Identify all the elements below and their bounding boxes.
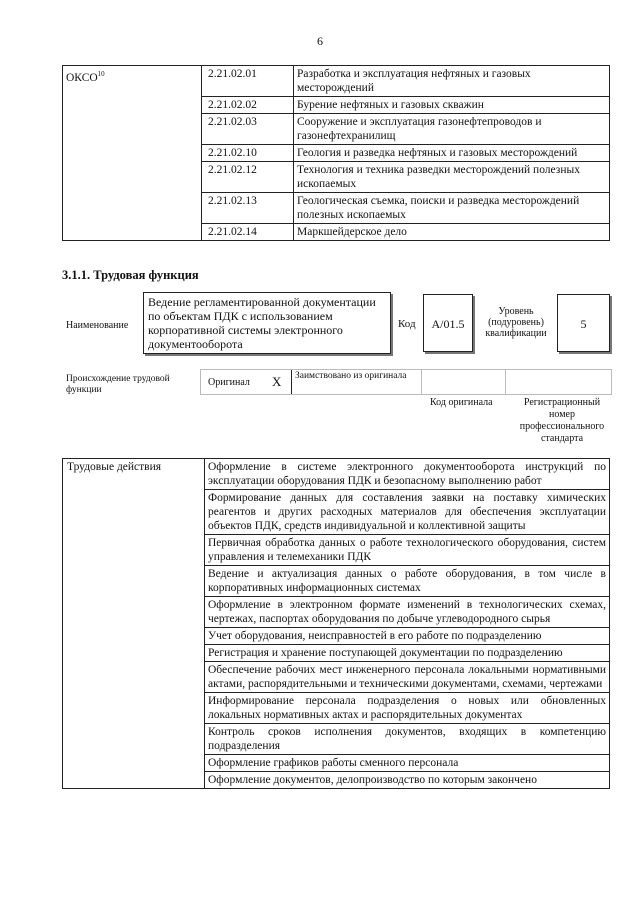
action-item: Информирование персонала подразделения о новых или обновленных локальных нормативных актах и распорядительных документах (205, 693, 610, 724)
original-mark: X (272, 374, 282, 389)
action-item: Оформление в системе электронного документооборота инструкций по эксплуатации оборудования ПДК и безопасному выполнению работ (205, 459, 610, 490)
okso-code: 2.21.02.13 (202, 193, 294, 224)
okso-code: 2.21.02.03 (202, 114, 294, 145)
okso-name: Технология и техника разведки месторождений полезных ископаемых (294, 162, 610, 193)
actions-label: Трудовые действия (63, 459, 205, 789)
page-number: 6 (317, 34, 323, 48)
original-label: Оригинал (208, 377, 250, 388)
table-row (63, 66, 610, 97)
okso-name: Геологическая съемка, поиски и разведка месторождений полезных ископаемых (294, 193, 610, 224)
okso-label: ОКСО (66, 71, 98, 84)
okso-name: Маркшейдерское дело (294, 224, 610, 241)
code-label: Код (398, 318, 416, 330)
function-name-box: Ведение регламентированной документации по объектам ПДК с использованием корпоративной системы электронного документооборота (143, 292, 391, 354)
reg-number-label: Регистрационный номер профессионального стандарта (519, 397, 605, 444)
action-item: Обеспечение рабочих мест инженерного персонала локальными нормативными актами, распорядительными и техническими документами, схемами, чертежами (205, 662, 610, 693)
okso-name: Разработка и эксплуатация нефтяных и газовых месторождений (294, 66, 610, 97)
action-item: Оформление в электронном формате изменений в технологических схемах, чертежах, паспортах оборудования по добыче углеводородного сырья (205, 597, 610, 628)
okso-code: 2.21.02.12 (202, 162, 294, 193)
level-label: Уровень (подуровень) квалификации (485, 306, 547, 339)
okso-name: Сооружение и эксплуатация газонефтепроводов и газонефтехранилищ (294, 114, 610, 145)
actions-table (62, 458, 610, 789)
action-item: Учет оборудования, неисправностей в его работе по подразделению (205, 628, 610, 645)
action-item: Первичная обработка данных о работе технологического оборудования, систем управления и телемеханики ПДК (205, 535, 610, 566)
function-code-box: A/01.5 (423, 294, 473, 352)
action-item: Контроль сроков исполнения документов, входящих в компетенцию подразделения (205, 724, 610, 755)
action-item: Ведение и актуализация данных о работе оборудования, в том числе в корпоративных информационных системах (205, 566, 610, 597)
okso-code: 2.21.02.10 (202, 145, 294, 162)
action-item: Формирование данных для составления заявки на поставку химических реагентов и других расходных материалов для обеспечения эксплуатации объектов ПДК, средств индивидуальной и коллективной защиты (205, 490, 610, 535)
original-code-label: Код оригинала (430, 397, 493, 408)
okso-table (62, 65, 610, 241)
origin-label: Происхождение трудовой функции (66, 374, 170, 395)
okso-footnote: 10 (97, 70, 105, 78)
okso-code: 2.21.02.14 (202, 224, 294, 241)
level-box: 5 (557, 294, 610, 352)
action-item: Регистрация и хранение поступающей документации по подразделению (205, 645, 610, 662)
name-label: Наименование (66, 320, 129, 331)
okso-name: Бурение нефтяных и газовых скважин (294, 97, 610, 114)
section-title: 3.1.1. Трудовая функция (62, 268, 199, 282)
action-item: Оформление графиков работы сменного персонала (205, 755, 610, 772)
original-code-cell (421, 370, 506, 394)
action-item: Оформление документов, делопроизводство по которым закончено (205, 772, 610, 789)
borrowed-label: Заимствовано из оригинала (295, 371, 407, 381)
okso-label-cell (63, 66, 202, 241)
okso-code: 2.21.02.01 (202, 66, 294, 97)
okso-name: Геология и разведка нефтяных и газовых месторождений (294, 145, 610, 162)
table-row (63, 459, 610, 490)
okso-code: 2.21.02.02 (202, 97, 294, 114)
